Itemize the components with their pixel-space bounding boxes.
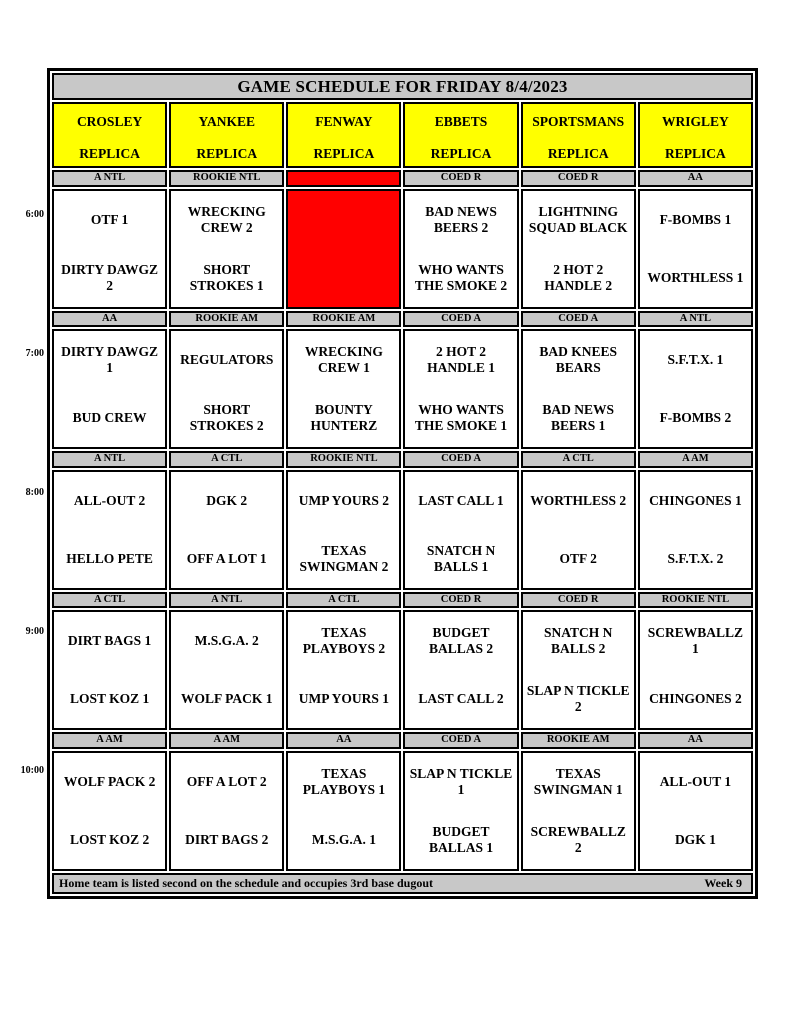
home-team-note: Home team is listed second on the schedule and occupies 3rd base dugout — [59, 875, 434, 890]
home-team: LOST KOZ 1 — [69, 691, 150, 707]
home-team: OFF A LOT 1 — [186, 550, 267, 566]
league-cell: ROOKIE NTL — [286, 451, 401, 468]
home-team: BAD NEWS BEERS 1 — [542, 402, 615, 433]
venue-header-ebbets — [403, 102, 518, 168]
game-cell — [521, 189, 636, 309]
home-team: DGK 1 — [674, 831, 716, 847]
home-team: WOLF PACK 1 — [180, 691, 273, 707]
venue-sub: REPLICA — [196, 146, 258, 161]
league-cell: COED R — [521, 592, 636, 609]
game-cell — [638, 329, 753, 449]
venue-name: FENWAY — [315, 114, 373, 129]
time-label: 6:00 — [25, 209, 44, 220]
game-cell — [286, 610, 401, 730]
venue-header-fenway — [286, 102, 401, 168]
league-cell: AA — [286, 732, 401, 749]
away-team: S.F.T.X. 1 — [667, 352, 724, 368]
game-cell — [403, 189, 518, 309]
away-team: OTF 1 — [90, 211, 129, 227]
league-row-10:00 — [52, 732, 753, 749]
title-row — [52, 73, 753, 100]
league-cell: ROOKIE AM — [286, 311, 401, 328]
league-cell: COED R — [403, 592, 518, 609]
away-team: 2 HOT 2 HANDLE 1 — [427, 344, 495, 375]
time-label: 7:00 — [25, 348, 44, 359]
game-cell — [403, 751, 518, 871]
game-cell — [521, 329, 636, 449]
footer-row — [52, 873, 753, 894]
games-row-10:00 — [52, 751, 753, 871]
away-team: F-BOMBS 1 — [659, 211, 732, 227]
game-cell — [169, 610, 284, 730]
league-cell: A CTL — [521, 451, 636, 468]
away-team: LAST CALL 1 — [418, 492, 504, 508]
game-cell — [403, 329, 518, 449]
venue-name: WRIGLEY — [662, 114, 729, 129]
away-team: LIGHTNING SQUAD BLACK — [528, 203, 628, 235]
away-team: REGULATORS — [180, 352, 274, 368]
league-cell: AA — [638, 732, 753, 749]
home-team: SHORT STROKES 1 — [189, 261, 264, 293]
away-team: DIRTY DAWGZ 1 — [61, 344, 159, 375]
week-number: Week 9 — [704, 875, 742, 890]
home-team: SCREWBALLZ 2 — [530, 823, 626, 855]
games-row-7:00 — [52, 329, 753, 449]
away-team: DGK 2 — [206, 492, 248, 508]
home-team: DIRT BAGS 2 — [185, 831, 269, 847]
league-cell: A AM — [169, 732, 284, 749]
home-team: BUDGET BALLAS 1 — [428, 823, 494, 855]
venue-header-wrigley — [638, 102, 753, 168]
league-cell: ROOKIE NTL — [638, 592, 753, 609]
home-team: DIRTY DAWGZ 2 — [61, 261, 159, 293]
home-team: HELLO PETE — [66, 550, 153, 566]
home-team: WHO WANTS THE SMOKE 2 — [414, 261, 508, 293]
page-title: GAME SCHEDULE FOR FRIDAY 8/4/2023 — [52, 73, 753, 100]
league-cell: A NTL — [638, 311, 753, 328]
away-team: BUDGET BALLAS 2 — [428, 625, 494, 656]
venue-name: CROSLEY — [76, 114, 143, 129]
home-team: SNATCH N BALLS 1 — [426, 542, 496, 574]
game-cell — [52, 329, 167, 449]
game-cell — [52, 610, 167, 730]
venue-header-sportsmans — [521, 102, 636, 168]
no-game-league-cell — [286, 170, 401, 187]
away-team: ALL-OUT 2 — [73, 492, 146, 508]
game-cell — [286, 470, 401, 590]
venue-sub: REPLICA — [547, 146, 609, 161]
time-label: 8:00 — [25, 487, 44, 498]
league-row-6:00 — [52, 170, 753, 187]
schedule-table-body — [52, 73, 753, 894]
league-row-7:00 — [52, 311, 753, 328]
league-cell: ROOKIE NTL — [169, 170, 284, 187]
away-team: OFF A LOT 2 — [186, 773, 267, 789]
game-cell — [521, 470, 636, 590]
away-team: BAD KNEES BEARS — [539, 344, 618, 375]
venue-name: EBBETS — [434, 114, 488, 129]
league-cell: COED A — [403, 451, 518, 468]
game-cell — [403, 610, 518, 730]
game-cell — [169, 329, 284, 449]
game-cell — [638, 189, 753, 309]
league-cell: A NTL — [52, 170, 167, 187]
away-team: WRECKING CREW 1 — [304, 344, 383, 375]
venue-name: SPORTSMANS — [532, 114, 625, 129]
venue-header-yankee — [169, 102, 284, 168]
league-cell: COED A — [521, 311, 636, 328]
home-team: OTF 2 — [559, 550, 597, 566]
away-team: TEXAS PLAYBOYS 2 — [302, 625, 386, 656]
league-cell: COED R — [403, 170, 518, 187]
away-team: DIRT BAGS 1 — [67, 633, 152, 649]
away-team: SNATCH N BALLS 2 — [544, 625, 613, 656]
away-team: SCREWBALLZ 1 — [647, 625, 744, 656]
away-team: UMP YOURS 2 — [298, 492, 390, 508]
league-cell: ROOKIE AM — [169, 311, 284, 328]
home-team: LAST CALL 2 — [418, 691, 504, 707]
home-team: BOUNTY HUNTERZ — [310, 402, 378, 433]
league-cell: A CTL — [286, 592, 401, 609]
venue-header-crosley — [52, 102, 167, 168]
game-cell — [638, 751, 753, 871]
home-team: TEXAS SWINGMAN 2 — [299, 542, 389, 574]
away-team: M.S.G.A. 2 — [194, 633, 259, 649]
home-team: CHINGONES 2 — [649, 691, 742, 707]
league-cell: COED A — [403, 311, 518, 328]
venue-sub: REPLICA — [430, 146, 492, 161]
no-game-cell — [286, 189, 401, 309]
away-team: TEXAS PLAYBOYS 1 — [302, 765, 386, 797]
league-cell: AA — [638, 170, 753, 187]
home-team: BUD CREW — [72, 410, 147, 426]
home-team: SHORT STROKES 2 — [189, 402, 264, 433]
games-row-8:00 — [52, 470, 753, 590]
home-team: M.S.G.A. 1 — [311, 831, 376, 847]
footer-bar — [52, 873, 753, 894]
game-cell — [638, 470, 753, 590]
league-cell: A CTL — [52, 592, 167, 609]
league-cell: A AM — [638, 451, 753, 468]
home-team: LOST KOZ 2 — [69, 831, 150, 847]
game-cell — [521, 751, 636, 871]
league-cell: A NTL — [52, 451, 167, 468]
away-team: ALL-OUT 1 — [659, 773, 732, 789]
home-team: 2 HOT 2 HANDLE 2 — [544, 261, 613, 293]
game-cell — [403, 470, 518, 590]
away-team: CHINGONES 1 — [649, 492, 742, 508]
games-row-9:00 — [52, 610, 753, 730]
game-cell — [638, 610, 753, 730]
league-cell: A NTL — [169, 592, 284, 609]
home-team: SLAP N TICKLE 2 — [526, 683, 630, 714]
venue-sub: REPLICA — [313, 146, 375, 161]
games-row-6:00 — [52, 189, 753, 309]
league-cell: AA — [52, 311, 167, 328]
league-cell: COED R — [521, 170, 636, 187]
away-team: BAD NEWS BEERS 2 — [425, 203, 497, 235]
home-team: UMP YOURS 1 — [298, 691, 390, 707]
league-cell: A CTL — [169, 451, 284, 468]
time-label: 10:00 — [20, 765, 44, 776]
game-cell — [52, 470, 167, 590]
league-cell: A AM — [52, 732, 167, 749]
away-team: TEXAS SWINGMAN 1 — [533, 765, 623, 797]
game-cell — [169, 470, 284, 590]
league-cell: ROOKIE AM — [521, 732, 636, 749]
away-team: WRECKING CREW 2 — [187, 203, 266, 235]
game-cell — [521, 610, 636, 730]
venue-name: YANKEE — [198, 114, 255, 129]
league-cell: COED A — [403, 732, 518, 749]
home-team: WHO WANTS THE SMOKE 1 — [414, 402, 508, 433]
home-team: S.F.T.X. 2 — [667, 550, 724, 566]
game-cell — [52, 189, 167, 309]
venue-sub: REPLICA — [665, 146, 726, 161]
venue-header-row — [52, 102, 753, 168]
away-team: SLAP N TICKLE 1 — [409, 765, 513, 797]
home-team: WORTHLESS 1 — [647, 269, 744, 285]
time-label: 9:00 — [25, 626, 44, 637]
league-row-8:00 — [52, 451, 753, 468]
league-row-9:00 — [52, 592, 753, 609]
away-team: WOLF PACK 2 — [63, 773, 156, 789]
game-cell — [286, 751, 401, 871]
venue-sub: REPLICA — [79, 146, 140, 161]
schedule-table — [47, 68, 758, 899]
game-cell — [52, 751, 167, 871]
game-cell — [169, 189, 284, 309]
away-team: WORTHLESS 2 — [530, 492, 627, 508]
game-cell — [169, 751, 284, 871]
game-cell — [286, 329, 401, 449]
home-team: F-BOMBS 2 — [659, 410, 732, 426]
